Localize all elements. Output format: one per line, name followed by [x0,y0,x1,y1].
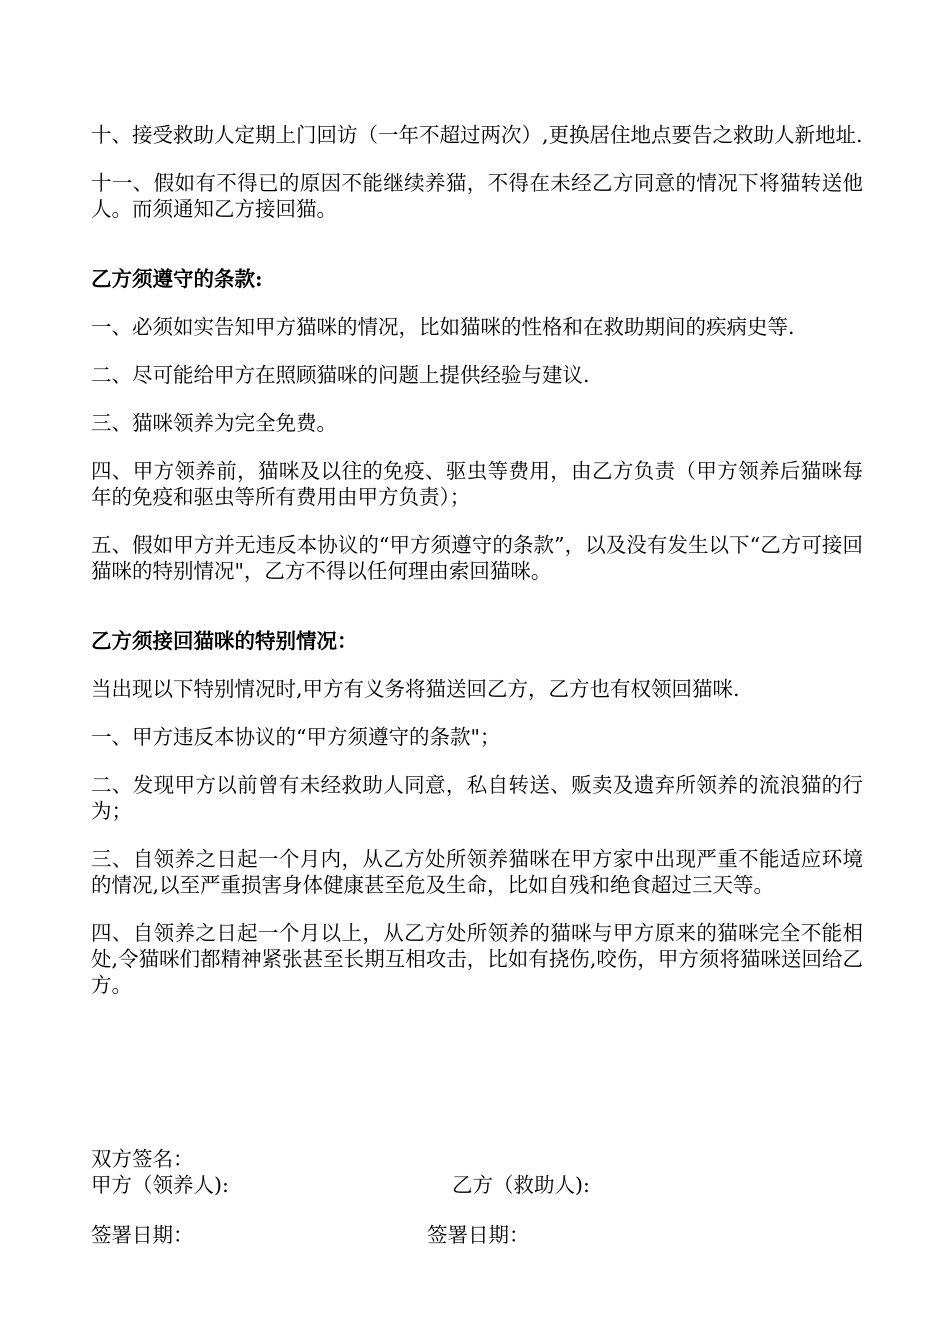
party-b-clause-1: 一、必须如实告知甲方猫咪的情况，比如猫咪的性格和在救助期间的疾病史等. [91,315,795,339]
signature-title: 双方签名： [91,1147,194,1171]
special-clause-1: 一、甲方违反本协议的“甲方须遵守的条款"； [91,725,501,749]
special-clause-4: 四、自领养之日起一个月以上，从乙方处所领养的猫咪与甲方原来的猫咪完全不能相处,令猫咪们都精神紧张甚至长期互相攻击，比如有挠伤,咬伤，甲方须将猫咪送回给乙方。 [91,921,863,997]
party-b-clause-4: 四、甲方领养前，猫咪及以往的免疫、驱虫等费用，由乙方负责（甲方领养后猫咪每年的免疫和驱虫等所有费用由甲方负责）； [91,459,863,509]
party-b-label: 乙方（救助人): [452,1173,590,1197]
party-a-date-label: 签署日期： [91,1223,194,1247]
party-b-date-label: 签署日期： [427,1223,530,1247]
clause-11: 十一、假如有不得已的原因不能继续养猫，不得在未经乙方同意的情况下将猫转送他人。而须通知乙方接回猫。 [91,171,863,221]
document-body [91,122,863,1020]
special-clause-2: 二、发现甲方以前曾有未经救助人同意，私自转送、贩卖及遗弃所领养的流浪猫的行为； [91,773,863,823]
signature-block [91,1146,863,1248]
section-heading-special-circumstances: 乙方须接回猫咪的特别情况： [91,629,358,653]
party-b-clause-2: 二、尽可能给甲方在照顾猫咪的问题上提供经验与建议. [91,363,590,387]
special-intro: 当出现以下特别情况时,甲方有义务将猫送回乙方，乙方也有权领回猫咪. [91,677,740,701]
signature-dates-row [91,1222,863,1248]
section-heading-party-b-terms: 乙方须遵守的条款: [91,267,263,291]
party-b-clause-5: 五、假如甲方并无违反本协议的“甲方须遵守的条款”，以及没有发生以下“乙方可接回猫咪的特别情况"，乙方不得以任何理由索回猫咪。 [91,533,863,583]
signature-parties-row [91,1172,863,1198]
special-clause-3: 三、自领养之日起一个月内，从乙方处所领养猫咪在甲方家中出现严重不能适应环境的情况,以至严重损害身体健康甚至危及生命，比如自残和绝食超过三天等。 [91,847,863,897]
party-b-clause-3: 三、猫咪领养为完全免费。 [91,411,337,435]
party-a-label: 甲方（领养人): [91,1173,229,1197]
clause-10: 十、接受救助人定期上门回访（一年不超过两次）,更换居住地点要告之救助人新地址. [91,123,863,147]
